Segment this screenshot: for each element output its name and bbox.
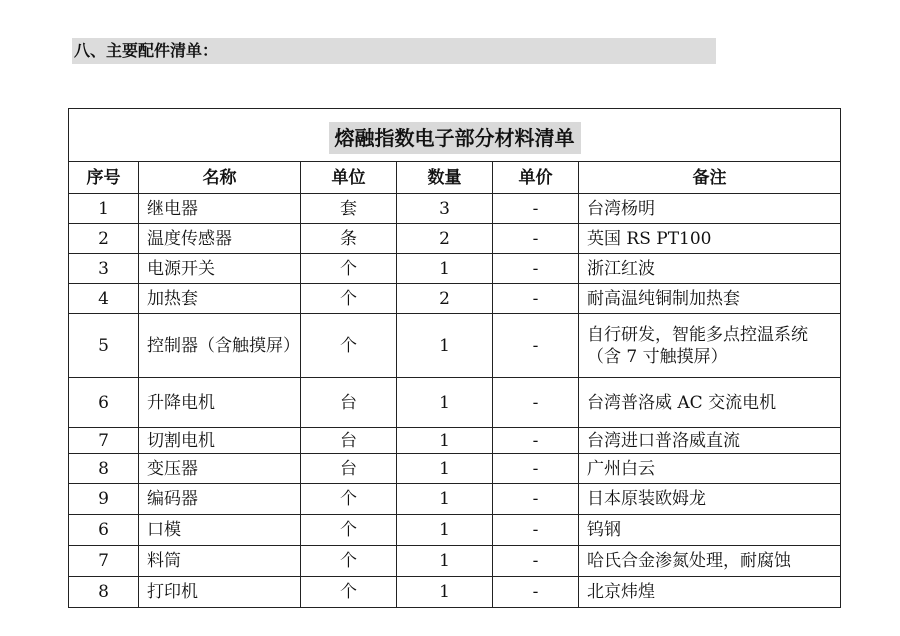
cell-unit: 个 xyxy=(301,254,397,284)
cell-qty: 1 xyxy=(397,314,493,378)
table-row xyxy=(69,378,841,428)
table-row xyxy=(69,428,841,454)
cell-no: 6 xyxy=(69,515,139,546)
table-row xyxy=(69,484,841,515)
cell-qty: 1 xyxy=(397,484,493,515)
cell-qty: 1 xyxy=(397,454,493,484)
cell-price: - xyxy=(493,546,579,577)
cell-unit: 个 xyxy=(301,314,397,378)
cell-name: 编码器 xyxy=(139,484,301,515)
cell-price: - xyxy=(493,314,579,378)
cell-no: 7 xyxy=(69,546,139,577)
table-title: 熔融指数电子部分材料清单 xyxy=(329,122,581,154)
cell-name: 继电器 xyxy=(139,194,301,224)
cell-price: - xyxy=(493,484,579,515)
cell-name: 料筒 xyxy=(139,546,301,577)
table-row xyxy=(69,546,841,577)
cell-name: 温度传感器 xyxy=(139,224,301,254)
cell-price: - xyxy=(493,194,579,224)
table-title-row xyxy=(69,109,841,162)
cell-no: 8 xyxy=(69,577,139,608)
cell-price: - xyxy=(493,224,579,254)
cell-no: 8 xyxy=(69,454,139,484)
table-row xyxy=(69,224,841,254)
table-row xyxy=(69,284,841,314)
cell-qty: 1 xyxy=(397,254,493,284)
cell-name: 变压器 xyxy=(139,454,301,484)
table-row xyxy=(69,314,841,378)
cell-note: 耐高温纯铜制加热套 xyxy=(579,284,841,314)
table-row xyxy=(69,454,841,484)
cell-price: - xyxy=(493,284,579,314)
header-no: 序号 xyxy=(69,162,139,194)
cell-name: 电源开关 xyxy=(139,254,301,284)
header-unit: 单位 xyxy=(301,162,397,194)
cell-note: 浙江红波 xyxy=(579,254,841,284)
cell-price: - xyxy=(493,428,579,454)
table-row xyxy=(69,515,841,546)
cell-no: 9 xyxy=(69,484,139,515)
cell-qty: 1 xyxy=(397,378,493,428)
cell-unit: 个 xyxy=(301,577,397,608)
table-row xyxy=(69,577,841,608)
cell-no: 1 xyxy=(69,194,139,224)
cell-unit: 个 xyxy=(301,484,397,515)
cell-name: 切割电机 xyxy=(139,428,301,454)
cell-unit: 个 xyxy=(301,284,397,314)
cell-qty: 1 xyxy=(397,577,493,608)
cell-no: 3 xyxy=(69,254,139,284)
cell-price: - xyxy=(493,254,579,284)
cell-price: - xyxy=(493,378,579,428)
cell-note: 台湾杨明 xyxy=(579,194,841,224)
cell-qty: 2 xyxy=(397,224,493,254)
cell-unit: 个 xyxy=(301,515,397,546)
cell-note: 北京炜煌 xyxy=(579,577,841,608)
cell-note: 钨钢 xyxy=(579,515,841,546)
cell-note: 自行研发，智能多点控温系统（含 7 寸触摸屏） xyxy=(579,314,841,378)
cell-name: 打印机 xyxy=(139,577,301,608)
cell-name: 升降电机 xyxy=(139,378,301,428)
cell-qty: 1 xyxy=(397,515,493,546)
cell-name: 口模 xyxy=(139,515,301,546)
table-title-cell xyxy=(69,109,841,162)
cell-note: 广州白云 xyxy=(579,454,841,484)
cell-name: 控制器（含触摸屏） xyxy=(139,314,301,378)
cell-note: 英国 RS PT100 xyxy=(579,224,841,254)
cell-unit: 台 xyxy=(301,428,397,454)
table-row xyxy=(69,254,841,284)
cell-note: 台湾进口普洛威直流 xyxy=(579,428,841,454)
cell-note: 台湾普洛威 AC 交流电机 xyxy=(579,378,841,428)
cell-unit: 条 xyxy=(301,224,397,254)
table-row xyxy=(69,194,841,224)
cell-unit: 个 xyxy=(301,546,397,577)
cell-note: 哈氏合金渗氮处理，耐腐蚀 xyxy=(579,546,841,577)
cell-price: - xyxy=(493,577,579,608)
cell-unit: 台 xyxy=(301,454,397,484)
cell-note: 日本原装欧姆龙 xyxy=(579,484,841,515)
cell-price: - xyxy=(493,515,579,546)
cell-no: 7 xyxy=(69,428,139,454)
header-qty: 数量 xyxy=(397,162,493,194)
cell-qty: 3 xyxy=(397,194,493,224)
cell-no: 4 xyxy=(69,284,139,314)
header-price: 单价 xyxy=(493,162,579,194)
cell-price: - xyxy=(493,454,579,484)
header-note: 备注 xyxy=(579,162,841,194)
cell-qty: 1 xyxy=(397,428,493,454)
cell-name: 加热套 xyxy=(139,284,301,314)
parts-list-table xyxy=(68,108,841,608)
cell-no: 5 xyxy=(69,314,139,378)
cell-no: 6 xyxy=(69,378,139,428)
cell-unit: 台 xyxy=(301,378,397,428)
section-heading: 八、主要配件清单： xyxy=(72,38,716,64)
cell-qty: 1 xyxy=(397,546,493,577)
cell-qty: 2 xyxy=(397,284,493,314)
table-header-row xyxy=(69,162,841,194)
cell-no: 2 xyxy=(69,224,139,254)
cell-unit: 套 xyxy=(301,194,397,224)
header-name: 名称 xyxy=(139,162,301,194)
